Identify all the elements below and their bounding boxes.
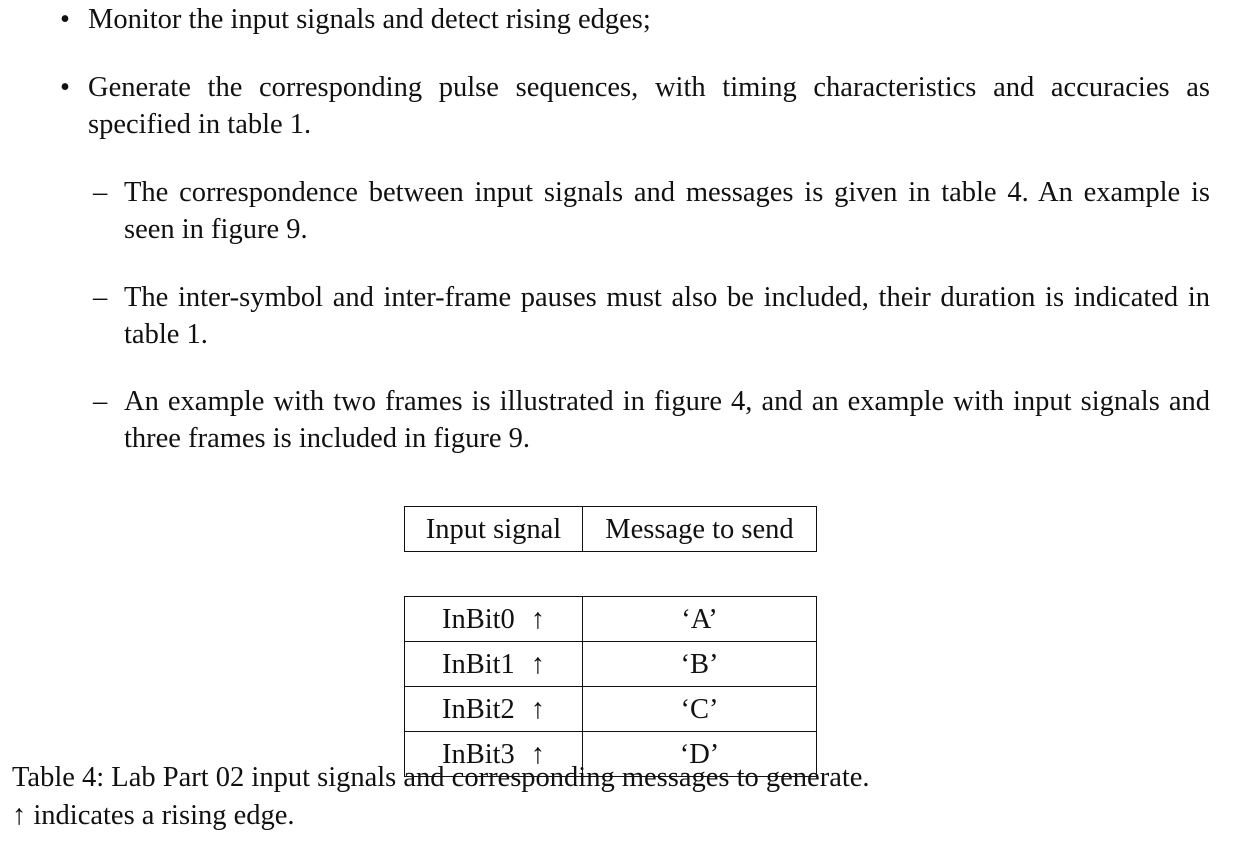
- rising-edge-icon: ↑: [530, 693, 546, 725]
- message-table: [404, 506, 817, 777]
- subitem-example-frames: [93, 383, 1210, 457]
- message-cell: ‘B’: [583, 642, 817, 687]
- rising-edge-icon: ↑: [530, 738, 546, 770]
- bullet-text: Generate the corresponding pulse sequences, with timing characteristics and accuracies as specified in table 1.: [88, 72, 1210, 140]
- message-cell: ‘C’: [583, 687, 817, 732]
- table-header-row: [404, 506, 817, 552]
- table-caption: [12, 759, 870, 835]
- signal-name: InBit2: [441, 693, 515, 725]
- header-message-to-send: Message to send: [583, 506, 817, 552]
- message-cell: ‘D’: [583, 732, 817, 777]
- rising-edge-icon: ↑: [530, 603, 546, 635]
- subitem-text: The correspondence between input signals and messages is given in table 4. An example is seen in figure 9.: [124, 177, 1210, 245]
- input-message-table: [404, 506, 817, 777]
- bullet-item-generate: [60, 69, 1210, 143]
- bullet-marker: •: [60, 72, 70, 103]
- caption-line-2: ↑ indicates a rising edge.: [12, 800, 295, 831]
- bullet-marker: •: [60, 4, 70, 35]
- bullet-text: Monitor the input signals and detect rising edges;: [88, 4, 651, 35]
- signal-name: InBit1: [441, 648, 515, 680]
- table-row: [404, 597, 817, 642]
- dash-marker: –: [93, 177, 108, 208]
- table-double-rule: [404, 552, 817, 597]
- subitem-text: The inter-symbol and inter-frame pauses must also be included, their duration is indicated in table 1.: [124, 282, 1210, 350]
- bullet-item-monitor: [60, 1, 1210, 38]
- dash-marker: –: [93, 282, 108, 313]
- header-input-signal: Input signal: [404, 506, 583, 552]
- subitem-text: An example with two frames is illustrated in figure 4, and an example with input signals and three frames is included in figure 9.: [124, 386, 1210, 454]
- dash-marker: –: [93, 386, 108, 417]
- signal-name: InBit0: [441, 603, 515, 635]
- message-cell: ‘A’: [583, 597, 817, 642]
- table-row: [404, 642, 817, 687]
- caption-line-1: Table 4: Lab Part 02 input signals and corresponding messages to generate.: [12, 762, 870, 793]
- subitem-pauses: [93, 279, 1210, 353]
- subitem-correspondence: [93, 174, 1210, 248]
- table-row: [404, 687, 817, 732]
- rising-edge-icon: ↑: [530, 648, 546, 680]
- signal-name: InBit3: [441, 738, 515, 770]
